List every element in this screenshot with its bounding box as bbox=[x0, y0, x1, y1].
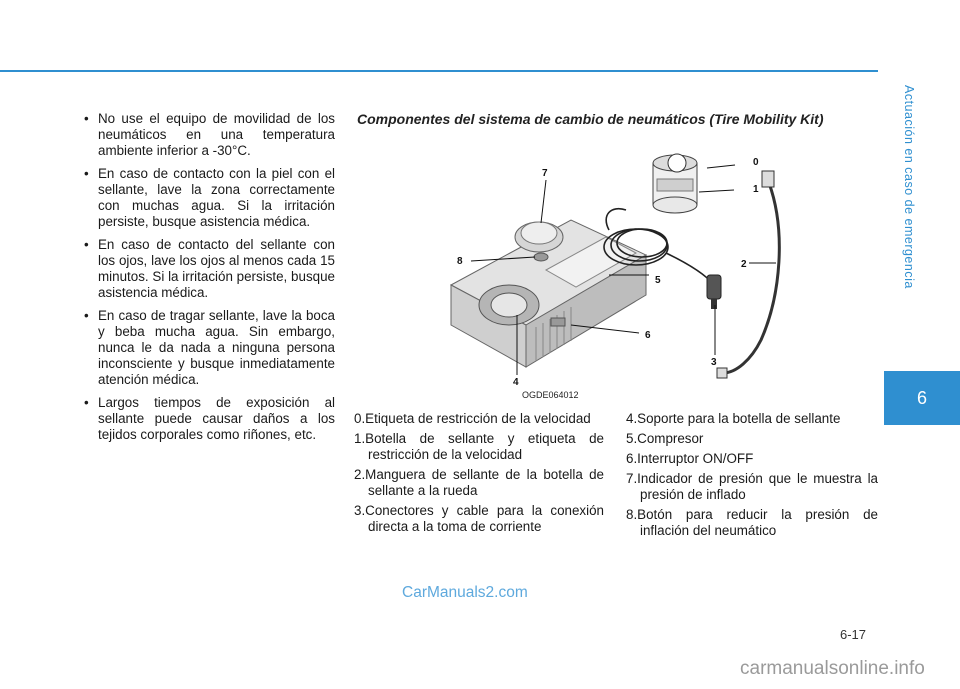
warning-item: • En caso de contacto del sellante con los ojos, lave los ojos al menos cada 15 minutos. Si la irritación persiste, busque asistencia médica. bbox=[80, 237, 335, 301]
warnings-column bbox=[80, 111, 335, 450]
callout-5: 5 bbox=[655, 275, 661, 286]
warning-item: • No use el equipo de movilidad de los neumáticos en una temperatura ambiente inferior a -30°C. bbox=[80, 111, 335, 159]
warning-item: • En caso de tragar sellante, lave la boca y beba mucha agua. Sin embargo, nunca le da nada a ninguna persona inconsciente y busque inmediatamente atención médica. bbox=[80, 308, 335, 388]
callout-3: 3 bbox=[711, 357, 717, 368]
power-plug-drawing bbox=[707, 275, 721, 309]
warning-item: • Largos tiempos de exposición al sellante puede causar daños a los tejidos corporales como riñones, etc. bbox=[80, 395, 335, 443]
callout-4: 4 bbox=[513, 377, 519, 388]
component-item: 3.Conectores y cable para la conexión directa a la toma de corriente bbox=[354, 503, 604, 534]
component-item: 8.Botón para reducir la presión de inflación del neumático bbox=[626, 507, 878, 538]
callout-1: 1 bbox=[753, 184, 759, 195]
component-item: 2.Manguera de sellante de la botella de sellante a la rueda bbox=[354, 467, 604, 498]
header-rule bbox=[0, 70, 878, 72]
component-item: 7.Indicador de presión que le muestra la presión de inflado bbox=[626, 471, 878, 502]
component-item: 6.Interruptor ON/OFF bbox=[626, 451, 754, 466]
sealant-bottle-drawing bbox=[653, 154, 697, 213]
chapter-number-badge: 6 bbox=[884, 371, 960, 425]
callout-6: 6 bbox=[645, 330, 651, 341]
component-item: 0.Etiqueta de restricción de la velocidad bbox=[354, 411, 591, 426]
figure-code: OGDE064012 bbox=[522, 390, 579, 400]
callout-7: 7 bbox=[542, 168, 548, 179]
page-number: 6-17 bbox=[840, 627, 867, 642]
watermark-link[interactable]: CarManuals2.com bbox=[402, 584, 528, 601]
components-list-right bbox=[626, 411, 878, 543]
warning-item: • En caso de contacto con la piel con el sellante, lave la zona correctamente con muchas agua. Si la irritación persiste, busque asistencia médica. bbox=[80, 166, 335, 230]
sealant-hose-drawing bbox=[717, 171, 779, 378]
callout-2: 2 bbox=[741, 259, 747, 270]
callout-8: 8 bbox=[457, 256, 463, 267]
tire-mobility-kit-illustration bbox=[431, 135, 802, 405]
warning-list bbox=[80, 111, 335, 443]
section-title: Componentes del sistema de cambio de neumáticos (Tire Mobility Kit) bbox=[357, 111, 824, 127]
footer-url: carmanualsonline.info bbox=[740, 658, 925, 679]
chapter-tab-title: Actuación en caso de emergencia bbox=[902, 85, 916, 289]
component-item: 4.Soporte para la botella de sellante bbox=[626, 411, 841, 426]
components-list-left bbox=[354, 411, 604, 539]
component-item: 5.Compresor bbox=[626, 431, 704, 446]
component-item: 1.Botella de sellante y etiqueta de restricción de la velocidad bbox=[354, 431, 604, 462]
callout-0: 0 bbox=[753, 157, 759, 168]
